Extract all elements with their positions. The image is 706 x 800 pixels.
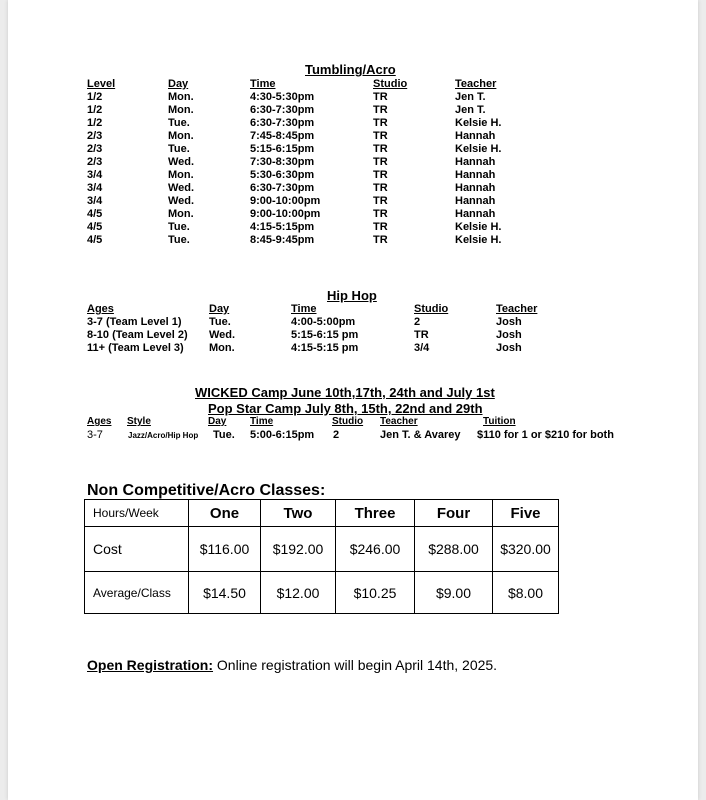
cell-time: 5:15-6:15 pm [291, 329, 359, 341]
camp-day: Tue. [213, 429, 235, 441]
cell-time: 7:30-8:30pm [250, 156, 315, 168]
cell-time: 4:15-5:15 pm [291, 342, 359, 354]
popstar-camp-title: Pop Star Camp July 8th, 15th, 22nd and 29th [208, 401, 483, 416]
cost-two: $192.00 [261, 527, 336, 572]
avg-five: $8.00 [493, 572, 559, 614]
cell-time: 6:30-7:30pm [250, 182, 315, 194]
cell-studio: 3/4 [414, 342, 430, 354]
avg-four: $9.00 [415, 572, 493, 614]
cell-day: Wed. [168, 156, 195, 168]
cell-teacher: Josh [496, 316, 522, 328]
camp-col-teacher-header: Teacher [380, 416, 418, 427]
cell-day: Mon. [168, 104, 194, 116]
cell-level: 4/5 [87, 234, 103, 246]
cell-time: 6:30-7:30pm [250, 104, 315, 116]
col-two: Two [261, 500, 336, 527]
camp-col-day-header: Day [208, 416, 227, 427]
cell-studio: TR [373, 104, 388, 116]
cell-teacher: Hannah [455, 195, 496, 207]
cell-time: 4:00-5:00pm [291, 316, 356, 328]
cell-day: Mon. [209, 342, 235, 354]
cost-label: Cost [85, 527, 189, 572]
cell-studio: TR [373, 156, 388, 168]
cell-level: 3/4 [87, 169, 103, 181]
camp-col-ages-header: Ages [87, 416, 112, 427]
avg-three: $10.25 [336, 572, 415, 614]
cell-time: 4:30-5:30pm [250, 91, 315, 103]
average-label: Average/Class [85, 572, 189, 614]
cell-studio: TR [373, 182, 388, 194]
cell-day: Tue. [168, 117, 190, 129]
cell-level: 4/5 [87, 208, 103, 220]
cell-teacher: Kelsie H. [455, 117, 502, 129]
col-time-header: Time [291, 303, 317, 315]
cell-day: Wed. [209, 329, 236, 341]
cell-studio: TR [373, 143, 388, 155]
col-day-header: Day [209, 303, 230, 315]
cell-day: Mon. [168, 208, 194, 220]
cost-four: $288.00 [415, 527, 493, 572]
cell-time: 4:15-5:15pm [250, 221, 315, 233]
tumbling-title: Tumbling/Acro [305, 62, 396, 77]
cell-day: Wed. [168, 182, 195, 194]
cell-level: 1/2 [87, 117, 103, 129]
cell-level: 2/3 [87, 156, 103, 168]
cost-one: $116.00 [189, 527, 261, 572]
cell-studio: 2 [414, 316, 421, 328]
col-five: Five [493, 500, 559, 527]
camp-col-studio-header: Studio [332, 416, 364, 427]
cell-teacher: Jen T. [455, 91, 486, 103]
cell-studio: TR [414, 329, 429, 341]
cell-day: Wed. [168, 195, 195, 207]
cell-studio: TR [373, 169, 388, 181]
cell-level: 1/2 [87, 91, 103, 103]
cell-level: 4/5 [87, 221, 103, 233]
camp-tuition: $110 for 1 or $210 for both [477, 429, 614, 441]
camp-ages: 3-7 [87, 429, 103, 441]
cell-day: Mon. [168, 130, 194, 142]
cell-studio: TR [373, 130, 388, 142]
cell-day: Mon. [168, 169, 194, 181]
cost-five: $320.00 [493, 527, 559, 572]
camp-style: Jazz/Acro/Hip Hop [128, 431, 199, 440]
cell-teacher: Kelsie H. [455, 143, 502, 155]
col-ages-header: Ages [87, 303, 114, 315]
cell-ages: 8-10 (Team Level 2) [87, 329, 188, 341]
camp-col-tuition-header: Tuition [483, 416, 516, 427]
cell-studio: TR [373, 234, 388, 246]
cell-teacher: Kelsie H. [455, 221, 502, 233]
cell-studio: TR [373, 117, 388, 129]
col-four: Four [415, 500, 493, 527]
cell-teacher: Josh [496, 329, 522, 341]
cell-ages: 3-7 (Team Level 1) [87, 316, 182, 328]
cell-time: 7:45-8:45pm [250, 130, 315, 142]
col-teacher-header: Teacher [455, 78, 497, 90]
col-time-header: Time [250, 78, 276, 90]
camp-time: 5:00-6:15pm [250, 429, 315, 441]
document-page [8, 0, 698, 800]
col-day-header: Day [168, 78, 189, 90]
cell-teacher: Josh [496, 342, 522, 354]
cell-teacher: Kelsie H. [455, 234, 502, 246]
col-studio-header: Studio [373, 78, 408, 90]
cell-teacher: Jen T. [455, 104, 486, 116]
cell-day: Tue. [168, 221, 190, 233]
cell-time: 6:30-7:30pm [250, 117, 315, 129]
cell-day: Tue. [209, 316, 231, 328]
cell-day: Tue. [168, 143, 190, 155]
cell-teacher: Hannah [455, 182, 496, 194]
col-level-header: Level [87, 78, 116, 90]
registration-label: Open Registration: [87, 657, 214, 673]
hours-week-label: Hours/Week [85, 500, 189, 527]
avg-two: $12.00 [261, 572, 336, 614]
col-studio-header: Studio [414, 303, 449, 315]
hiphop-title: Hip Hop [327, 288, 377, 303]
avg-one: $14.50 [189, 572, 261, 614]
col-three: Three [336, 500, 415, 527]
registration-notice [87, 657, 497, 673]
camp-col-time-header: Time [250, 416, 274, 427]
cell-studio: TR [373, 221, 388, 233]
pricing-header-row [85, 500, 559, 527]
cell-teacher: Hannah [455, 208, 496, 220]
cell-level: 3/4 [87, 195, 103, 207]
cell-day: Tue. [168, 234, 190, 246]
registration-text: Online registration will begin April 14th, 2025. [213, 657, 498, 673]
cell-time: 5:15-6:15pm [250, 143, 315, 155]
cell-time: 9:00-10:00pm [250, 195, 321, 207]
noncomp-title: Non Competitive/Acro Classes: [87, 482, 326, 499]
cell-time: 8:45-9:45pm [250, 234, 315, 246]
col-teacher-header: Teacher [496, 303, 538, 315]
cell-time: 5:30-6:30pm [250, 169, 315, 181]
pricing-average-row [85, 572, 559, 614]
cell-studio: TR [373, 195, 388, 207]
pricing-cost-row [85, 527, 559, 572]
cell-studio: TR [373, 208, 388, 220]
cell-level: 1/2 [87, 104, 103, 116]
cell-level: 3/4 [87, 182, 103, 194]
cell-day: Mon. [168, 91, 194, 103]
cell-ages: 11+ (Team Level 3) [87, 342, 184, 354]
col-one: One [189, 500, 261, 527]
cell-level: 2/3 [87, 143, 103, 155]
cell-teacher: Hannah [455, 169, 496, 181]
pricing-table [84, 499, 559, 614]
camp-studio: 2 [333, 429, 340, 441]
wicked-camp-title: WICKED Camp June 10th,17th, 24th and July 1st [195, 385, 495, 400]
cell-teacher: Hannah [455, 156, 496, 168]
cost-three: $246.00 [336, 527, 415, 572]
camp-teacher: Jen T. & Avarey [380, 429, 461, 441]
camp-col-style-header: Style [127, 416, 151, 427]
cell-teacher: Hannah [455, 130, 496, 142]
cell-level: 2/3 [87, 130, 103, 142]
cell-studio: TR [373, 91, 388, 103]
cell-time: 9:00-10:00pm [250, 208, 321, 220]
